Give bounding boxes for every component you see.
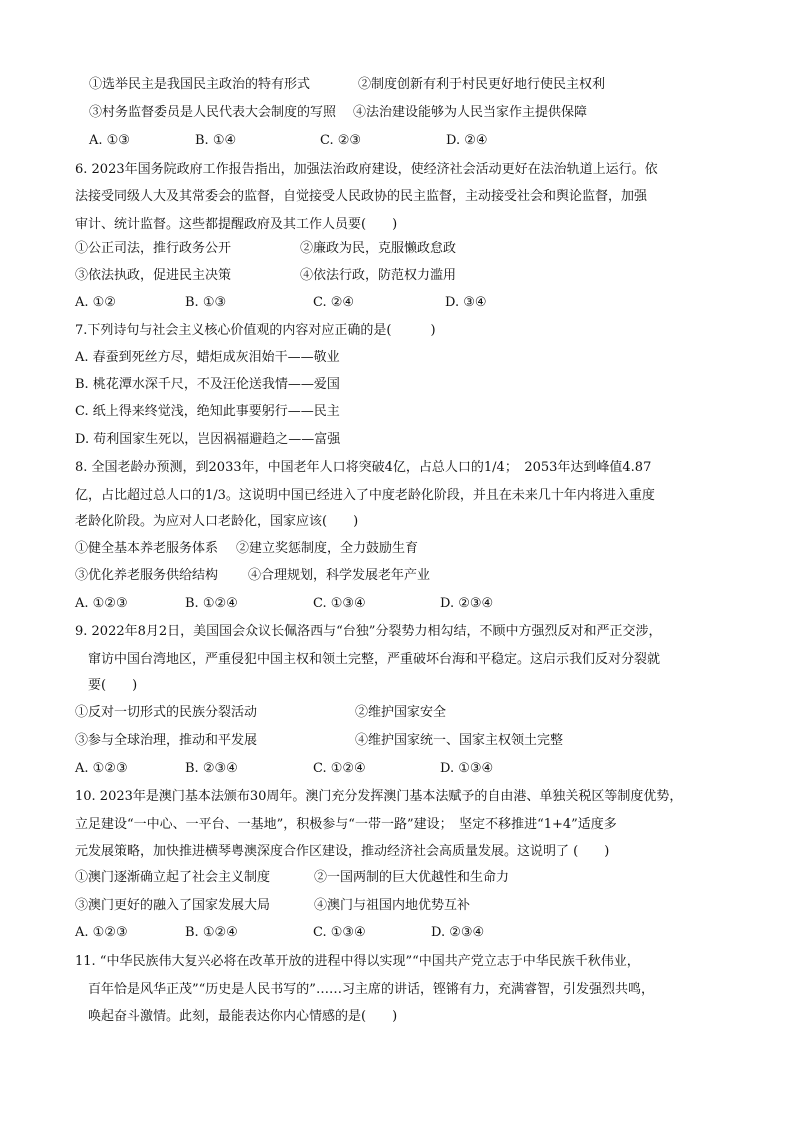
q5-option-c[interactable]: C. ②③ xyxy=(320,133,362,148)
q6-statement-3: ③依法执政，促进民主决策 xyxy=(75,268,232,283)
q6-text-line-1: 6. 2023年国务院政府工作报告指出，加强法治政府建设，使经济社会活动更好在法治轨道上运行。依 xyxy=(75,162,658,177)
q9-option-d[interactable]: D. ①③④ xyxy=(440,761,494,776)
q8-text-line-2: 亿，占比超过总人口的1/3。这说明中国已经进入了中度老龄化阶段，并且在未来几十年内将进入重度 xyxy=(75,488,655,503)
q8-option-b[interactable]: B. ①②④ xyxy=(185,596,238,611)
q11-text-line-1: 11. “中华民族伟大复兴必将在改革开放的进程中得以实现”“中国共产党立志于中华民族千秋伟业， xyxy=(75,954,640,969)
q6-option-b[interactable]: B. ①③ xyxy=(185,295,227,310)
q10-text-line-2: 立足建设“一中心、一平台、一基地”，积极参与“一带一路”建设； 坚定不移推进“1+4”适度多 xyxy=(75,817,617,832)
q9-option-c[interactable]: C. ①②④ xyxy=(313,761,366,776)
q5-statement-4: ④法治建设能够为人民当家作主提供保障 xyxy=(353,105,588,120)
q5-statement-1: ①选举民主是我国民主政治的特有形式 xyxy=(89,77,311,92)
q5-option-b[interactable]: B. ①④ xyxy=(195,133,237,148)
q9-options xyxy=(75,759,575,779)
q9-statement-1: ①反对一切形式的民族分裂活动 xyxy=(75,705,258,720)
q7-choice-c[interactable]: C. 纸上得来终觉浅，绝知此事要躬行——民主 xyxy=(75,404,340,419)
q10-option-a[interactable]: A. ①②③ xyxy=(75,925,128,940)
q9-text-line-1: 9. 2022年8月2日，美国国会众议长佩洛西与“台独”分裂势力相勾结，不顾中方强烈反对和严正交涉， xyxy=(75,624,662,639)
q10-statement-3: ③澳门更好的融入了国家发展大局 xyxy=(75,898,271,913)
q9-text-line-2: 窜访中国台湾地区，严重侵犯中国主权和领土完整，严重破坏台海和平稳定。这启示我们反对分裂就 xyxy=(88,652,661,667)
q9-option-a[interactable]: A. ①②③ xyxy=(75,761,128,776)
q6-statement-4: ④依法行政，防范权力滥用 xyxy=(300,268,457,283)
q6-option-a[interactable]: A. ①② xyxy=(75,295,116,310)
q9-statement-2: ②维护国家安全 xyxy=(355,705,447,720)
q5-statement-2: ②制度创新有利于村民更好地行使民主权利 xyxy=(358,77,606,92)
q6-option-d[interactable]: D. ③④ xyxy=(445,295,487,310)
q9-text-line-3: 要( ) xyxy=(88,678,138,693)
q5-option-a[interactable]: A. ①③ xyxy=(89,133,130,148)
q6-text-line-3: 审计、统计监督。这些都提醒政府及其工作人员要( ) xyxy=(75,217,398,232)
q11-text-line-2: 百年恰是风华正茂”“历史是人民书写的”……习主席的讲话，铿锵有力，充满睿智，引发强烈共鸣， xyxy=(88,982,654,997)
q8-statement-3: ③优化养老服务供给结构 xyxy=(75,568,219,583)
q10-option-d[interactable]: D. ②③④ xyxy=(431,925,485,940)
q8-statement-2: ②建立奖惩制度，全力鼓励生育 xyxy=(236,541,419,556)
q10-text-line-1: 10. 2023年是澳门基本法颁布30周年。澳门充分发挥澳门基本法赋予的自由港、单独关税区等制度优势， xyxy=(75,789,683,804)
q8-text-line-1: 8. 全国老龄办预测，到2033年，中国老年人口将突破4亿，占总人口的1/4； 2053年达到峰值4.87 xyxy=(75,460,652,475)
q8-statement-4: ④合理规划，科学发展老年产业 xyxy=(248,568,431,583)
q6-statement-1: ①公正司法，推行政务公开 xyxy=(75,241,232,256)
q10-option-c[interactable]: C. ①③④ xyxy=(313,925,366,940)
q5-statement-3: ③村务监督委员是人民代表大会制度的写照 xyxy=(89,105,337,120)
q10-statement-1: ①澳门逐渐确立起了社会主义制度 xyxy=(75,870,271,885)
q10-option-b[interactable]: B. ①②④ xyxy=(185,925,238,940)
q5-options xyxy=(89,131,589,151)
q9-option-b[interactable]: B. ②③④ xyxy=(185,761,238,776)
q7-choice-d[interactable]: D. 苟利国家生死以，岂因祸福避趋之——富强 xyxy=(75,432,341,447)
q8-option-c[interactable]: C. ①③④ xyxy=(313,596,366,611)
q9-statement-4: ④维护国家统一、国家主权领土完整 xyxy=(355,733,564,748)
q7-choice-a[interactable]: A. 春蚕到死丝方尽，蜡炬成灰泪始干——敬业 xyxy=(75,350,340,365)
q7-text-line-1: 7.下列诗句与社会主义核心价值观的内容对应正确的是( ) xyxy=(75,323,436,338)
q10-statement-4: ④澳门与祖国内地优势互补 xyxy=(314,898,471,913)
q10-statement-2: ②一国两制的巨大优越性和生命力 xyxy=(314,870,510,885)
q8-statement-1: ①健全基本养老服务体系 xyxy=(75,541,219,556)
q8-option-d[interactable]: D. ②③④ xyxy=(440,596,494,611)
q8-text-line-3: 老龄化阶段。为应对人口老龄化，国家应该( ) xyxy=(75,514,359,529)
q10-options xyxy=(75,923,575,943)
q8-option-a[interactable]: A. ①②③ xyxy=(75,596,128,611)
q9-statement-3: ③参与全球治理，推动和平发展 xyxy=(75,733,258,748)
q8-options xyxy=(75,594,575,614)
q11-text-line-3: 唤起奋斗激情。此刻，最能表达你内心情感的是( ) xyxy=(88,1009,398,1024)
q6-text-line-2: 法接受同级人大及其常委会的监督，自觉接受人民政协的民主监督，主动接受社会和舆论监督，加强 xyxy=(75,189,648,204)
q7-choice-b[interactable]: B. 桃花潭水深千尺，不及汪伦送我情——爱国 xyxy=(75,377,340,392)
q6-statement-2: ②廉政为民，克服懒政怠政 xyxy=(300,241,457,256)
q6-options xyxy=(75,293,575,313)
q6-option-c[interactable]: C. ②④ xyxy=(313,295,355,310)
q10-text-line-3: 元发展策略，加快推进横琴粤澳深度合作区建设，推动经济社会高质量发展。这说明了 ( ) xyxy=(75,844,610,859)
q5-option-d[interactable]: D. ②④ xyxy=(446,133,488,148)
